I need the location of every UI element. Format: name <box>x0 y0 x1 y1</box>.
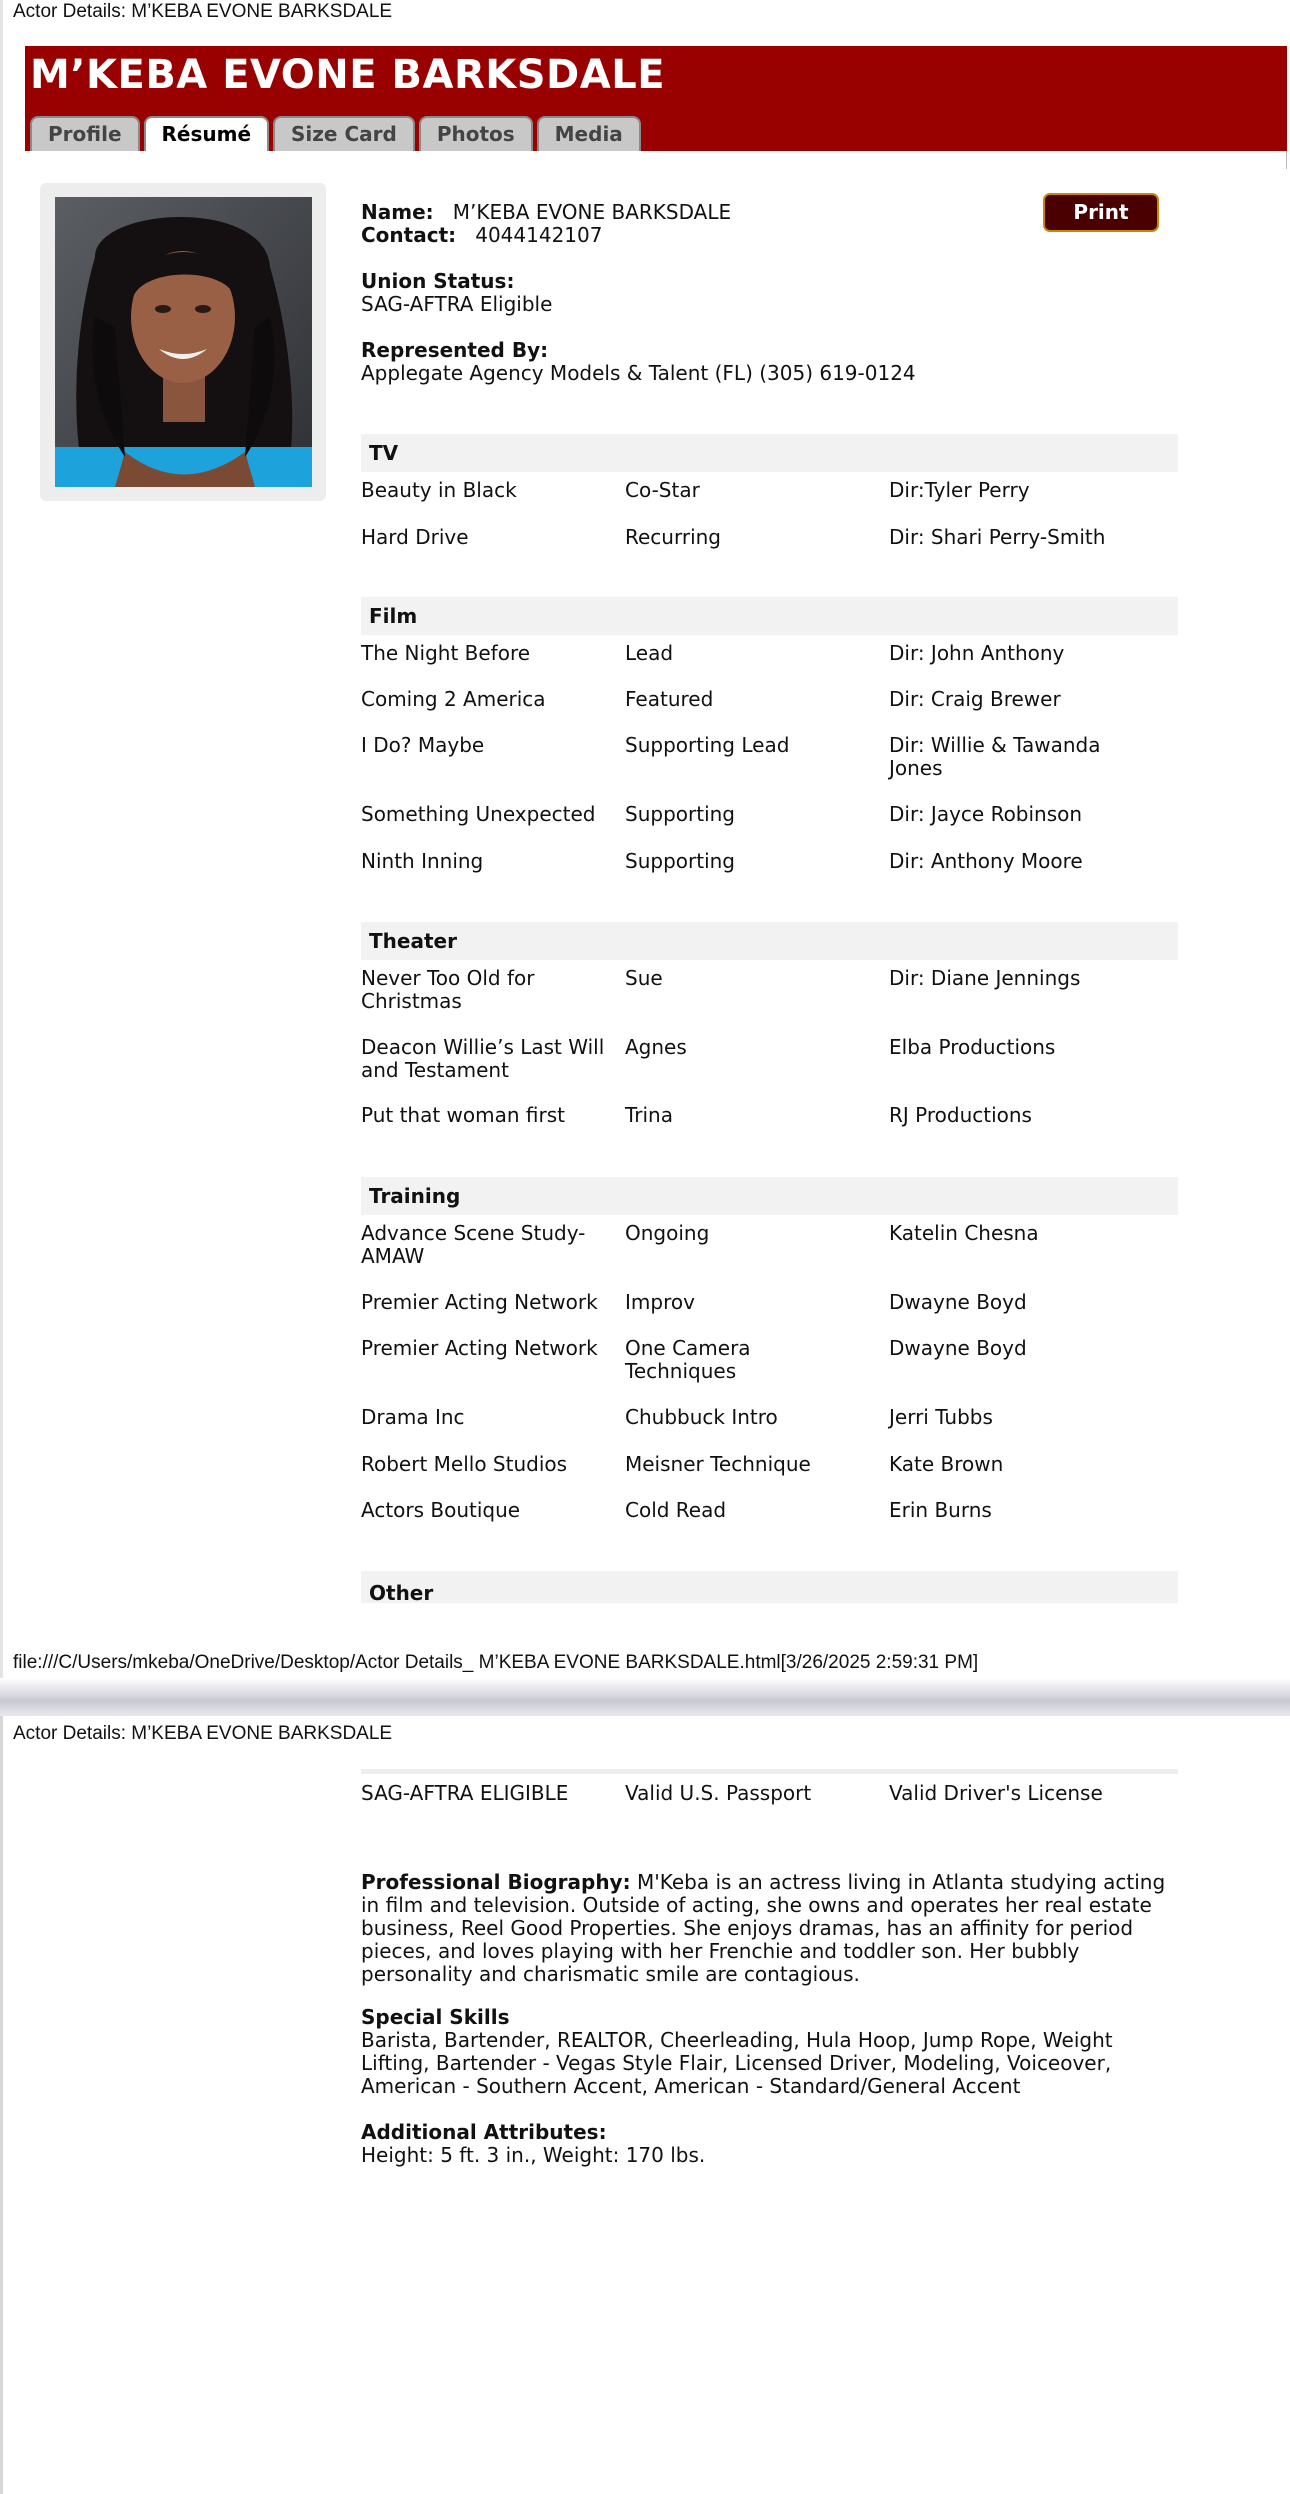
section-theater-header: Theater <box>361 922 1178 960</box>
credit-role: Supporting <box>625 802 735 826</box>
contact-line <box>361 224 602 247</box>
page-break <box>0 1678 1290 1716</box>
tab-resume[interactable]: Résumé <box>144 116 270 151</box>
credit-director: Dir:Tyler Perry <box>889 478 1030 502</box>
special-skills-text: Barista, Bartender, REALTOR, Cheerleading, Hula Hoop, Jump Rope, Weight Lifting, Bartender - Vegas Style Flair, Licensed Driver, Modeling, Voiceover, American - Southern Accent, American - Standard/General Accent <box>361 2028 1113 2098</box>
credit-director: RJ Productions <box>889 1103 1032 1127</box>
credit-role: Recurring <box>625 525 721 549</box>
training-instructor: Dwayne Boyd <box>889 1336 1027 1360</box>
training-instructor: Jerri Tubbs <box>889 1405 993 1429</box>
credit-director: Dir: Diane Jennings <box>889 966 1081 990</box>
page-header: Actor Details: M’KEBA EVONE BARKSDALE <box>13 1 393 22</box>
training-class: One Camera Techniques <box>625 1336 751 1383</box>
tab-bar <box>30 116 641 151</box>
credit-director: Dir: Willie & Tawanda Jones <box>889 733 1101 780</box>
contact-value: 4044142107 <box>475 223 603 247</box>
bio-text: M'Keba is an actress living in Atlanta studying acting in film and television. Outside of acting, she owns and operates her real estate business, Reel Good Properties. She enjoys dramas, has an affinity for period pieces, and loves playing with her Frenchie and toddler son. Her bubbly personality and charismatic smile are contagious. <box>361 1870 1166 1986</box>
credit-director: Dir: Craig Brewer <box>889 687 1061 711</box>
name-line <box>361 201 731 224</box>
additional-attributes-text: Height: 5 ft. 3 in., Weight: 170 lbs. <box>361 2143 706 2167</box>
training-class: Ongoing <box>625 1221 710 1245</box>
other-item: SAG-AFTRA ELIGIBLE <box>361 1781 569 1805</box>
credit-title: Hard Drive <box>361 525 469 549</box>
credit-title: Coming 2 America <box>361 687 546 711</box>
credit-director: Dir: John Anthony <box>889 641 1065 665</box>
contact-label: Contact: <box>361 223 457 247</box>
union-status-label: Union Status: <box>361 269 515 293</box>
section-training-header: Training <box>361 1177 1178 1215</box>
credit-role: Lead <box>625 641 674 665</box>
credit-role: Trina <box>625 1103 673 1127</box>
print-button[interactable]: Print <box>1043 193 1159 232</box>
name-label: Name: <box>361 200 434 224</box>
professional-biography <box>361 1871 1181 1986</box>
credit-director: Dir: Jayce Robinson <box>889 802 1083 826</box>
credit-role: Sue <box>625 966 663 990</box>
name-value: M’KEBA EVONE BARKSDALE <box>452 200 732 224</box>
headshot-card <box>40 183 326 501</box>
print-footer-url: file:///C/Users/mkeba/OneDrive/Desktop/Actor Details_ M’KEBA EVONE BARKSDALE.html[3/26/2025 2:59:31 PM] <box>13 1652 979 1673</box>
page-header: Actor Details: M’KEBA EVONE BARKSDALE <box>13 1723 393 1744</box>
credit-director: Elba Productions <box>889 1035 1056 1059</box>
credit-title: Never Too Old for Christmas <box>361 966 535 1013</box>
headshot-illustration <box>55 197 312 487</box>
training-instructor: Erin Burns <box>889 1498 992 1522</box>
training-school: Robert Mello Studios <box>361 1452 568 1476</box>
training-school: Drama Inc <box>361 1405 465 1429</box>
section-divider <box>361 1769 1178 1774</box>
credit-title: Ninth Inning <box>361 849 484 873</box>
training-class: Chubbuck Intro <box>625 1405 778 1429</box>
credit-role: Supporting <box>625 849 735 873</box>
credit-title: Something Unexpected <box>361 802 596 826</box>
credit-director: Dir: Shari Perry-Smith <box>889 525 1106 549</box>
page-edge <box>0 0 3 1678</box>
credit-director: Dir: Anthony Moore <box>889 849 1083 873</box>
credit-role: Supporting Lead <box>625 733 790 757</box>
section-film-header: Film <box>361 597 1178 635</box>
section-tv-header: TV <box>361 434 1178 472</box>
training-school: Premier Acting Network <box>361 1290 598 1314</box>
other-item: Valid Driver's License <box>889 1781 1103 1805</box>
tab-size-card[interactable]: Size Card <box>273 116 415 151</box>
name-banner <box>25 46 1287 151</box>
headshot-photo[interactable] <box>55 197 312 487</box>
training-instructor: Kate Brown <box>889 1452 1004 1476</box>
bio-label: Professional Biography: <box>361 1870 631 1894</box>
credit-title: Deacon Willie’s Last Will and Testament <box>361 1035 605 1082</box>
page-edge <box>0 1716 3 2494</box>
content-frame-border <box>1286 151 1287 169</box>
training-class: Meisner Technique <box>625 1452 811 1476</box>
training-class: Improv <box>625 1290 695 1314</box>
union-status-value: SAG-AFTRA Eligible <box>361 292 553 316</box>
credit-role: Co-Star <box>625 478 700 502</box>
credit-role: Agnes <box>625 1035 687 1059</box>
credit-title: The Night Before <box>361 641 531 665</box>
tab-photos[interactable]: Photos <box>419 116 533 151</box>
training-school: Advance Scene Study-AMAW <box>361 1221 586 1268</box>
special-skills-label: Special Skills <box>361 2005 510 2029</box>
other-item: Valid U.S. Passport <box>625 1781 812 1805</box>
additional-attributes-label: Additional Attributes: <box>361 2120 607 2144</box>
section-other-header: Other <box>361 1571 1178 1603</box>
credit-title: Beauty in Black <box>361 478 517 502</box>
represented-by-value: Applegate Agency Models & Talent (FL) (305) 619-0124 <box>361 361 916 385</box>
training-school: Premier Acting Network <box>361 1336 598 1360</box>
represented-by-label: Represented By: <box>361 338 549 362</box>
training-instructor: Katelin Chesna <box>889 1221 1039 1245</box>
actor-name-title: M’KEBA EVONE BARKSDALE <box>30 52 666 98</box>
credit-title: Put that woman first <box>361 1103 566 1127</box>
training-class: Cold Read <box>625 1498 727 1522</box>
tab-media[interactable]: Media <box>537 116 641 151</box>
training-school: Actors Boutique <box>361 1498 521 1522</box>
training-instructor: Dwayne Boyd <box>889 1290 1027 1314</box>
tab-profile[interactable]: Profile <box>30 116 140 151</box>
credit-title: I Do? Maybe <box>361 733 485 757</box>
credit-role: Featured <box>625 687 714 711</box>
